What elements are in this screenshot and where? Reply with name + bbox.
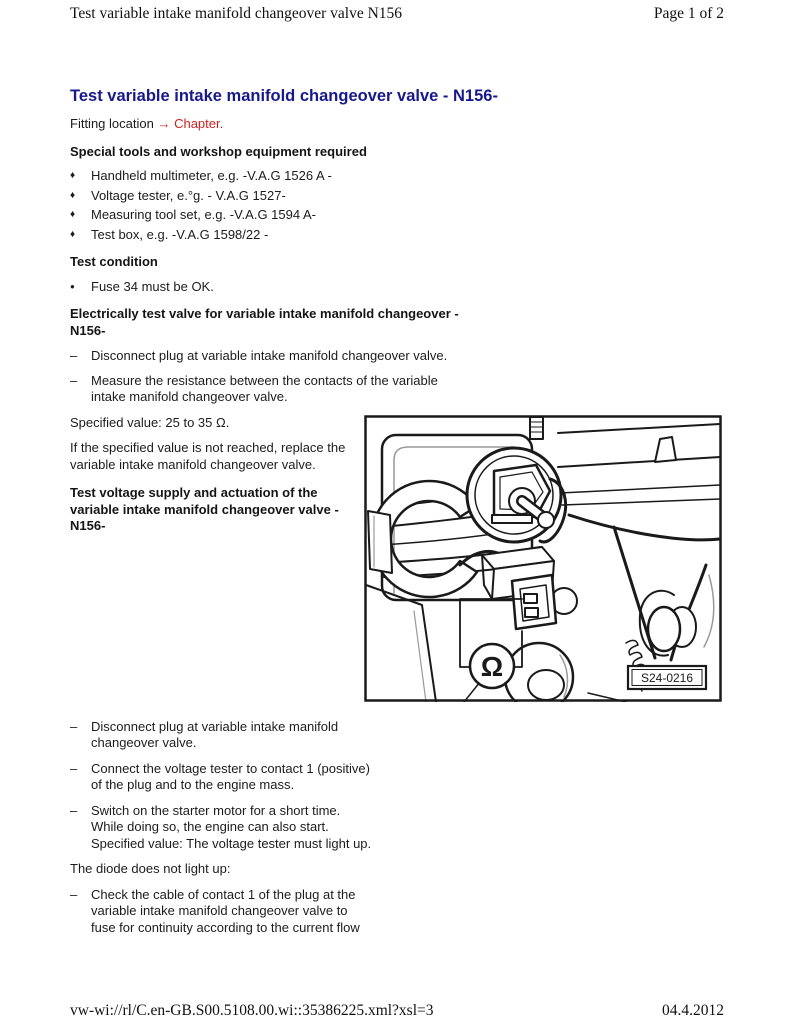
list-item bbox=[70, 168, 722, 185]
list-item bbox=[70, 227, 722, 244]
step-text: Switch on the starter motor for a short time. While doing so, the engine can also start. Specified value: The voltage tester must light up. bbox=[91, 802, 372, 851]
header-page-indicator: Page 1 of 2 bbox=[653, 5, 724, 22]
list-item-text: Voltage tester, e.°g. - V.A.G 1527- bbox=[91, 187, 286, 203]
test-condition-heading: Test condition bbox=[70, 254, 158, 269]
after-figure-text bbox=[70, 719, 372, 937]
voltage-test-heading: Test voltage supply and actuation of the variable intake manifold changeover valve - N156- bbox=[70, 485, 339, 533]
list-item bbox=[70, 188, 722, 205]
chapter-link[interactable]: Chapter. bbox=[174, 116, 224, 131]
list-item bbox=[70, 279, 722, 296]
fitting-location-line bbox=[70, 116, 722, 133]
dash-bullet-icon: – bbox=[70, 886, 78, 902]
special-tools-heading: Special tools and workshop equipment required bbox=[70, 143, 367, 159]
step-item bbox=[70, 803, 372, 853]
dash-bullet-icon: – bbox=[70, 802, 78, 818]
diamond-bullet-icon: ♦ bbox=[70, 209, 76, 220]
header-title: Test variable intake manifold changeover valve N156 bbox=[70, 5, 403, 22]
list-item-text: Test box, e.g. -V.A.G 1598/22 - bbox=[91, 226, 269, 242]
electrical-test-heading: Electrically test valve for variable intake manifold changeover - N156- bbox=[70, 306, 459, 338]
figure-row bbox=[70, 415, 722, 704]
dot-bullet-icon: ● bbox=[70, 281, 75, 291]
step-item bbox=[70, 887, 372, 937]
step-item bbox=[70, 719, 372, 752]
step-item bbox=[70, 348, 472, 365]
fitting-location-label: Fitting location bbox=[70, 116, 154, 131]
page-header bbox=[70, 5, 724, 23]
test-condition-list bbox=[70, 279, 722, 296]
step-item bbox=[70, 373, 472, 406]
special-tools-list bbox=[70, 168, 722, 243]
page-footer bbox=[70, 1002, 724, 1020]
step-text: Check the cable of contact 1 of the plug at the variable intake manifold changeover valve to fuse for continuity according to the current flow bbox=[91, 886, 360, 935]
step-text: Connect the voltage tester to contact 1 (positive) of the plug and to the engine mass. bbox=[91, 760, 370, 792]
diamond-bullet-icon: ♦ bbox=[70, 189, 76, 201]
article-content bbox=[70, 23, 722, 945]
dash-bullet-icon: – bbox=[70, 718, 78, 734]
arrow-right-icon: → bbox=[157, 116, 171, 131]
dash-bullet-icon: – bbox=[70, 348, 78, 363]
list-item-text: Fuse 34 must be OK. bbox=[91, 278, 214, 294]
dash-bullet-icon: – bbox=[70, 372, 78, 388]
electrical-test-steps bbox=[70, 348, 472, 406]
footer-uri: vw-wi://rl/C.en-GB.S00.5108.00.wi::35386225.xml?xsl=3 bbox=[70, 1002, 434, 1019]
page-title: Test variable intake manifold changeover valve - N156- bbox=[70, 87, 498, 105]
voltage-test-steps bbox=[70, 719, 372, 853]
step-text: Disconnect plug at variable intake manifold changeover valve. bbox=[91, 718, 339, 750]
list-item-text: Measuring tool set, e.g. -V.A.G 1594 A- bbox=[91, 207, 316, 222]
not-reached-text: If the specified value is not reached, replace the variable intake manifold changeover valve. bbox=[70, 440, 346, 472]
list-item-text: Handheld multimeter, e.g. -V.A.G 1526 A - bbox=[91, 168, 332, 183]
step-text: Disconnect plug at variable intake manifold changeover valve. bbox=[91, 348, 448, 363]
footer-date: 04.4.2012 bbox=[662, 1002, 724, 1019]
valve-illustration bbox=[364, 415, 722, 702]
figure-label: S24-0216 bbox=[640, 670, 694, 685]
diamond-bullet-icon: ♦ bbox=[70, 170, 76, 181]
dash-bullet-icon: – bbox=[70, 760, 78, 776]
diode-steps bbox=[70, 887, 372, 937]
step-item bbox=[70, 761, 372, 794]
diode-intro-text: The diode does not light up: bbox=[70, 861, 231, 876]
beside-figure-text bbox=[70, 415, 366, 535]
technical-illustration bbox=[364, 415, 722, 702]
list-item bbox=[70, 207, 722, 224]
diamond-bullet-icon: ♦ bbox=[70, 228, 76, 240]
step-text: Measure the resistance between the contacts of the variable intake manifold changeover valve. bbox=[91, 372, 438, 404]
ohm-symbol: Ω bbox=[480, 650, 504, 682]
specified-value-text: Specified value: 25 to 35 Ω. bbox=[70, 414, 230, 430]
